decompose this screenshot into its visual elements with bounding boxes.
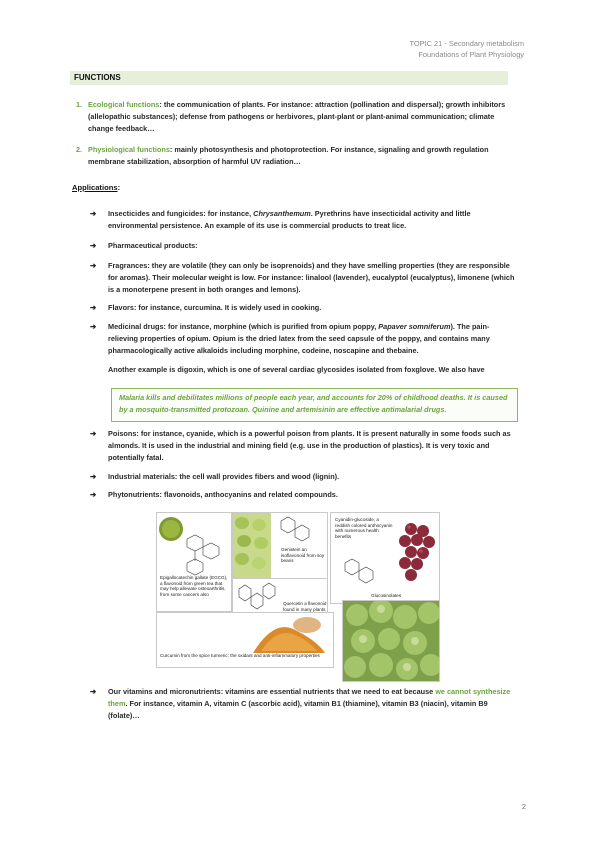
arrow-icon: ➔ [90,303,97,312]
malaria-callout-text: Malaria kills and debilitates millions of people each year, and accounts for 20% of childhood deaths. It is caused by a mosquito-transmitted protozoan. Quinine and artemisinin are effective antimalarial drugs. [119,393,508,415]
caption-cyanidin: Cyanidin-glucoside, a reddish colored anthocyanin with numerous health benefits [335,517,393,539]
bullet-vitamins [90,686,518,723]
arrow-icon: ➔ [90,429,97,438]
caption-curcumin: Curcumin from the spice turmeric: the oxidant and anti-inflammatory properties [160,653,320,658]
function-text: : mainly photosynthesis and photoprotection. For instance, signaling and growth regulation membrane stabilization, absorption of harmful UV radiation… [88,145,489,167]
arrow-icon: ➔ [90,322,97,331]
function-text: : the communication of plants. For instance: attraction (pollination and dispersal); growth inhibitors (allelopathic substances); defense from pathogens or herbivores, plant-plant or plant-animal communication; climate change feedback… [88,100,506,134]
applications-heading [72,183,120,192]
bullet-fragrances [90,260,518,297]
bullet-italic: Chrysanthemum [253,209,311,218]
bullet-text: Industrial materials: the cell wall provides fibers and wood (lignin). [108,472,340,481]
bullet-pharma [90,240,518,252]
function-item-ecological [76,99,516,136]
bullet-text: Flavors: for instance, curcumina. It is widely used in cooking. [108,303,322,312]
list-number: 2. [76,145,83,154]
function-item-physiological [76,144,516,168]
digoxin-paragraph: Another example is digoxin, which is one of several cardiac glycosides isolated from foxglove. We also have [108,365,485,374]
bullet-medicinal [90,321,518,358]
bullet-text: Poisons: for instance, cyanide, which is a powerful poison from plants. It is present naturally in some foods such as almonds. It is used in the industrial and mining field (e.g. use in the production of plastics). It is very toxic and potentially fatal. [108,429,511,463]
bullet-text: . Pyrethrins have insecticidal activity and little environmental persistence. An example of its use is commercial products to treat lice. [108,209,471,231]
phytonutrients-figure [156,512,438,680]
bullet-text: Phytonutrients: flavonoids, anthocyanins and related compounds. [108,490,338,499]
list-number: 1. [76,100,83,109]
bullet-text: Medicinal drugs: for instance, morphine (which is purified from opium poppy, [108,322,379,331]
bullet-text: . For instance, vitamin A, vitamin C (ascorbic acid), vitamin B1 (thiamine), vitamin B3 (niacin), vitamin B9 (folate)… [108,699,488,721]
broccoli-illustration [343,601,439,681]
soy-beans-illustration [233,513,327,579]
bullet-text: ). The pain-relieving properties of opium. Opium is the dried latex from the seed capsule of the poppy, and contains many pharmacologically active alkaloids including morphine, codeine, noscapine and thebaine. [108,322,490,356]
caption-quercetin: Quercetin a flavonoid found in many plants [283,601,327,612]
panel-broccoli [342,600,440,682]
caption-glucosinolates: Glucosinolates [371,593,402,598]
caption-genistein: Genistein an isoflavonoid from soy beans [281,547,325,564]
bullet-text: Fragrances: they are volatile (they can only be isoprenoids) and they have smelling properties (they are responsible for aromas). Their molecular weight is low. For instance: linalool (lavender), eucalyptol (eucalyptus), limonene (which is a monoterpene present in both oranges and lemons). [108,261,515,295]
bullet-flavors [90,302,518,314]
applications-colon: : [117,183,121,192]
panel-soy-beans [232,512,328,580]
panel-turmeric [156,612,334,668]
arrow-icon: ➔ [90,261,97,270]
arrow-icon: ➔ [90,241,97,250]
function-label: Ecological functions [88,100,160,109]
bullet-poisons [90,428,518,465]
panel-grapes [330,512,440,604]
bullet-insecticides [90,208,518,232]
arrow-icon: ➔ [90,472,97,481]
header-topic: TOPIC 21 - Secondary metabolism [409,39,524,48]
arrow-icon: ➔ [90,209,97,218]
bullet-text: Our vitamins and micronutrients: vitamins are essential nutrients that we need to eat because [108,687,436,696]
malaria-callout-box [111,388,518,422]
arrow-icon: ➔ [90,687,97,696]
caption-egcg: Epigallocatechin gallate (EGCG), a flavonoid from green tea that may help alleviate osteoarthritis, from some cancers also [160,575,228,597]
bullet-industrial [90,471,518,483]
header-course: Foundations of Plant Physiology [418,50,524,59]
arrow-icon: ➔ [90,490,97,499]
bullet-text: Pharmaceutical products: [108,241,198,250]
bullet-phytonutrients [90,489,518,501]
bullet-highlight: we cannot synthesize them [108,687,511,709]
panel-green-tea [156,512,232,612]
bullet-italic: Papaver somniferum [378,322,451,331]
applications-title: Applications [72,183,118,192]
panel-quercetin [232,578,328,616]
page-number: 2 [521,802,526,811]
functions-heading-bar [70,71,508,85]
functions-heading: FUNCTIONS [74,73,121,82]
bullet-text: Insecticides and fungicides: for instance, [108,209,254,218]
turmeric-illustration [157,613,333,667]
running-header [410,38,524,60]
function-label: Physiological functions [88,145,170,154]
